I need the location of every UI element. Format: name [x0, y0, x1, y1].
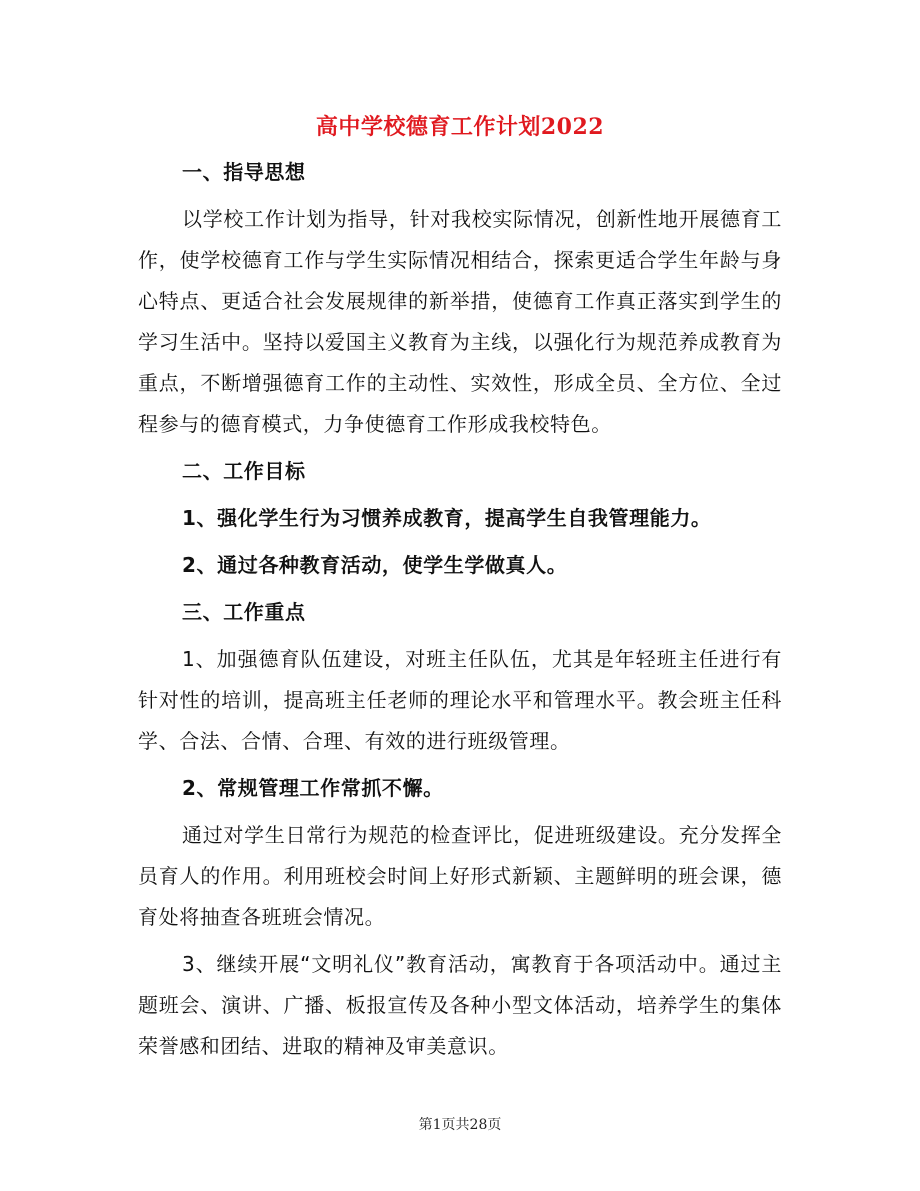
focus-item-2-paragraph: 通过对学生日常行为规范的检查评比，促进班级建设。充分发挥全员育人的作用。利用班校会时间上好形式新颖、主题鲜明的班会课，德育处将抽查各班班会情况。: [138, 823, 782, 929]
focus-item-2-heading: 2、常规管理工作常抓不懈。: [182, 776, 444, 800]
goal-item-1: 1、强化学生行为习惯养成教育，提高学生自我管理能力。: [182, 506, 712, 530]
document-title: 高中学校德育工作计划2022: [315, 114, 605, 140]
document-body: [138, 152, 782, 1067]
section-heading-work-focus: 三、工作重点: [182, 600, 306, 624]
goal-item-2: 2、通过各种教育活动，使学生学做真人。: [182, 553, 568, 577]
section-heading-guiding-thought: 一、指导思想: [182, 160, 306, 184]
focus-item-3: 3、继续开展“文明礼仪”教育活动，寓教育于各项活动中。通过主题班会、演讲、广播、板报宣传及各种小型文体活动，培养学生的集体荣誉感和团结、进取的精神及审美意识。: [138, 952, 782, 1058]
page-number-footer: 第1页共28页: [418, 1117, 502, 1133]
focus-item-1: 1、加强德育队伍建设，对班主任队伍，尤其是年轻班主任进行有针对性的培训，提高班主任老师的理论水平和管理水平。教会班主任科学、合法、合情、合理、有效的进行班级管理。: [138, 647, 782, 753]
section-heading-work-goals: 二、工作目标: [182, 459, 306, 483]
paragraph-guiding-thought: 以学校工作计划为指导，针对我校实际情况，创新性地开展德育工作，使学校德育工作与学生实际情况相结合，探索更适合学生年龄与身心特点、更适合社会发展规律的新举措，使德育工作真正落实到学生的学习生活中。坚持以爱国主义教育为主线，以强化行为规范养成教育为重点，不断增强德育工作的主动性、实效性，形成全员、全方位、全过程参与的德育模式，力争使德育工作形成我校特色。: [138, 207, 782, 436]
